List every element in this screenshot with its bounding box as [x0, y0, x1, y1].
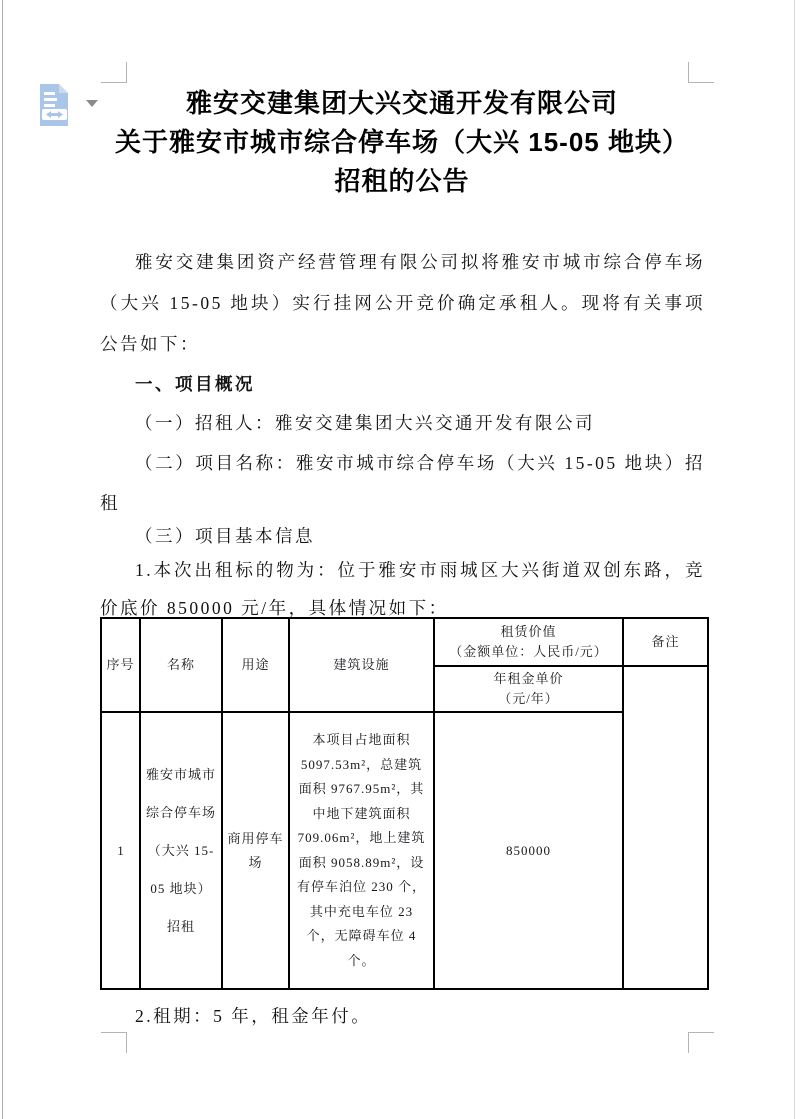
table-row [101, 712, 708, 989]
cell-annual-rent: 850000 [434, 712, 623, 989]
header-annual-rent-line1: 年租金单价 [493, 671, 564, 686]
title-line-1: 雅安交建集团大兴交通开发有限公司 [185, 88, 618, 118]
header-lease-value [434, 618, 623, 666]
project-info-table [100, 617, 709, 990]
cell-no: 1 [101, 712, 140, 989]
header-name: 名称 [140, 618, 222, 712]
margin-crop-mark-bottom-left [101, 1032, 127, 1053]
header-annual-rent [434, 666, 623, 712]
cell-facilities: 本项目占地面积 5097.53m²，总建筑面积 9767.95m²，其中地下建筑面积 709.06m²，地上建筑面积 9058.89m²，设有停车泊位 230 个，其中充电车位 23 个，无障碍车位 4 个。 [289, 712, 434, 989]
header-lease-value-line1: 租赁价值 [500, 624, 557, 639]
header-no: 序号 [101, 618, 140, 712]
paragraph-lease-object: 1.本次出租标的物为：位于雅安市雨城区大兴街道双创东路，竞价底价 850000 元/年，具体情况如下： [100, 560, 705, 618]
page-left-edge [2, 0, 3, 1119]
header-use: 用途 [222, 618, 289, 712]
cell-use: 商用停车场 [222, 712, 289, 989]
document-title [60, 84, 744, 201]
intro-paragraph: 雅安交建集团资产经营管理有限公司拟将雅安市城市综合停车场（大兴 15-05 地块）实行挂网公开竞价确定承租人。现将有关事项公告如下： [100, 252, 705, 354]
paragraph-lease-term: 2.租期：5 年，租金年付。 [135, 1006, 372, 1026]
header-remark: 备注 [623, 618, 708, 666]
title-line-2: 关于雅安市城市综合停车场（大兴 15-05 地块） [115, 127, 689, 157]
header-facilities: 建筑设施 [289, 618, 434, 712]
margin-crop-mark-top-left [101, 62, 127, 83]
page-right-edge [794, 0, 795, 1119]
title-line-3: 招租的公告 [334, 166, 470, 196]
item-project-name: （二）项目名称：雅安市城市综合停车场（大兴 15-05 地块）招租 [100, 453, 705, 513]
cell-name: 雅安市城市综合停车场 （大兴 15-05 地块） 招租 [140, 712, 222, 989]
cell-remark [623, 666, 708, 989]
item-lessor: （一）招租人：雅安交建集团大兴交通开发有限公司 [135, 413, 595, 433]
margin-crop-mark-bottom-right [688, 1032, 714, 1053]
margin-crop-mark-top-right [688, 62, 714, 83]
header-annual-rent-line2: （元/年） [498, 691, 559, 706]
item-basic-info: （三）项目基本信息 [135, 526, 315, 546]
header-lease-value-line2: （金额单位：人民币/元） [449, 644, 608, 659]
heading-section-1: 一、项目概况 [135, 374, 255, 394]
